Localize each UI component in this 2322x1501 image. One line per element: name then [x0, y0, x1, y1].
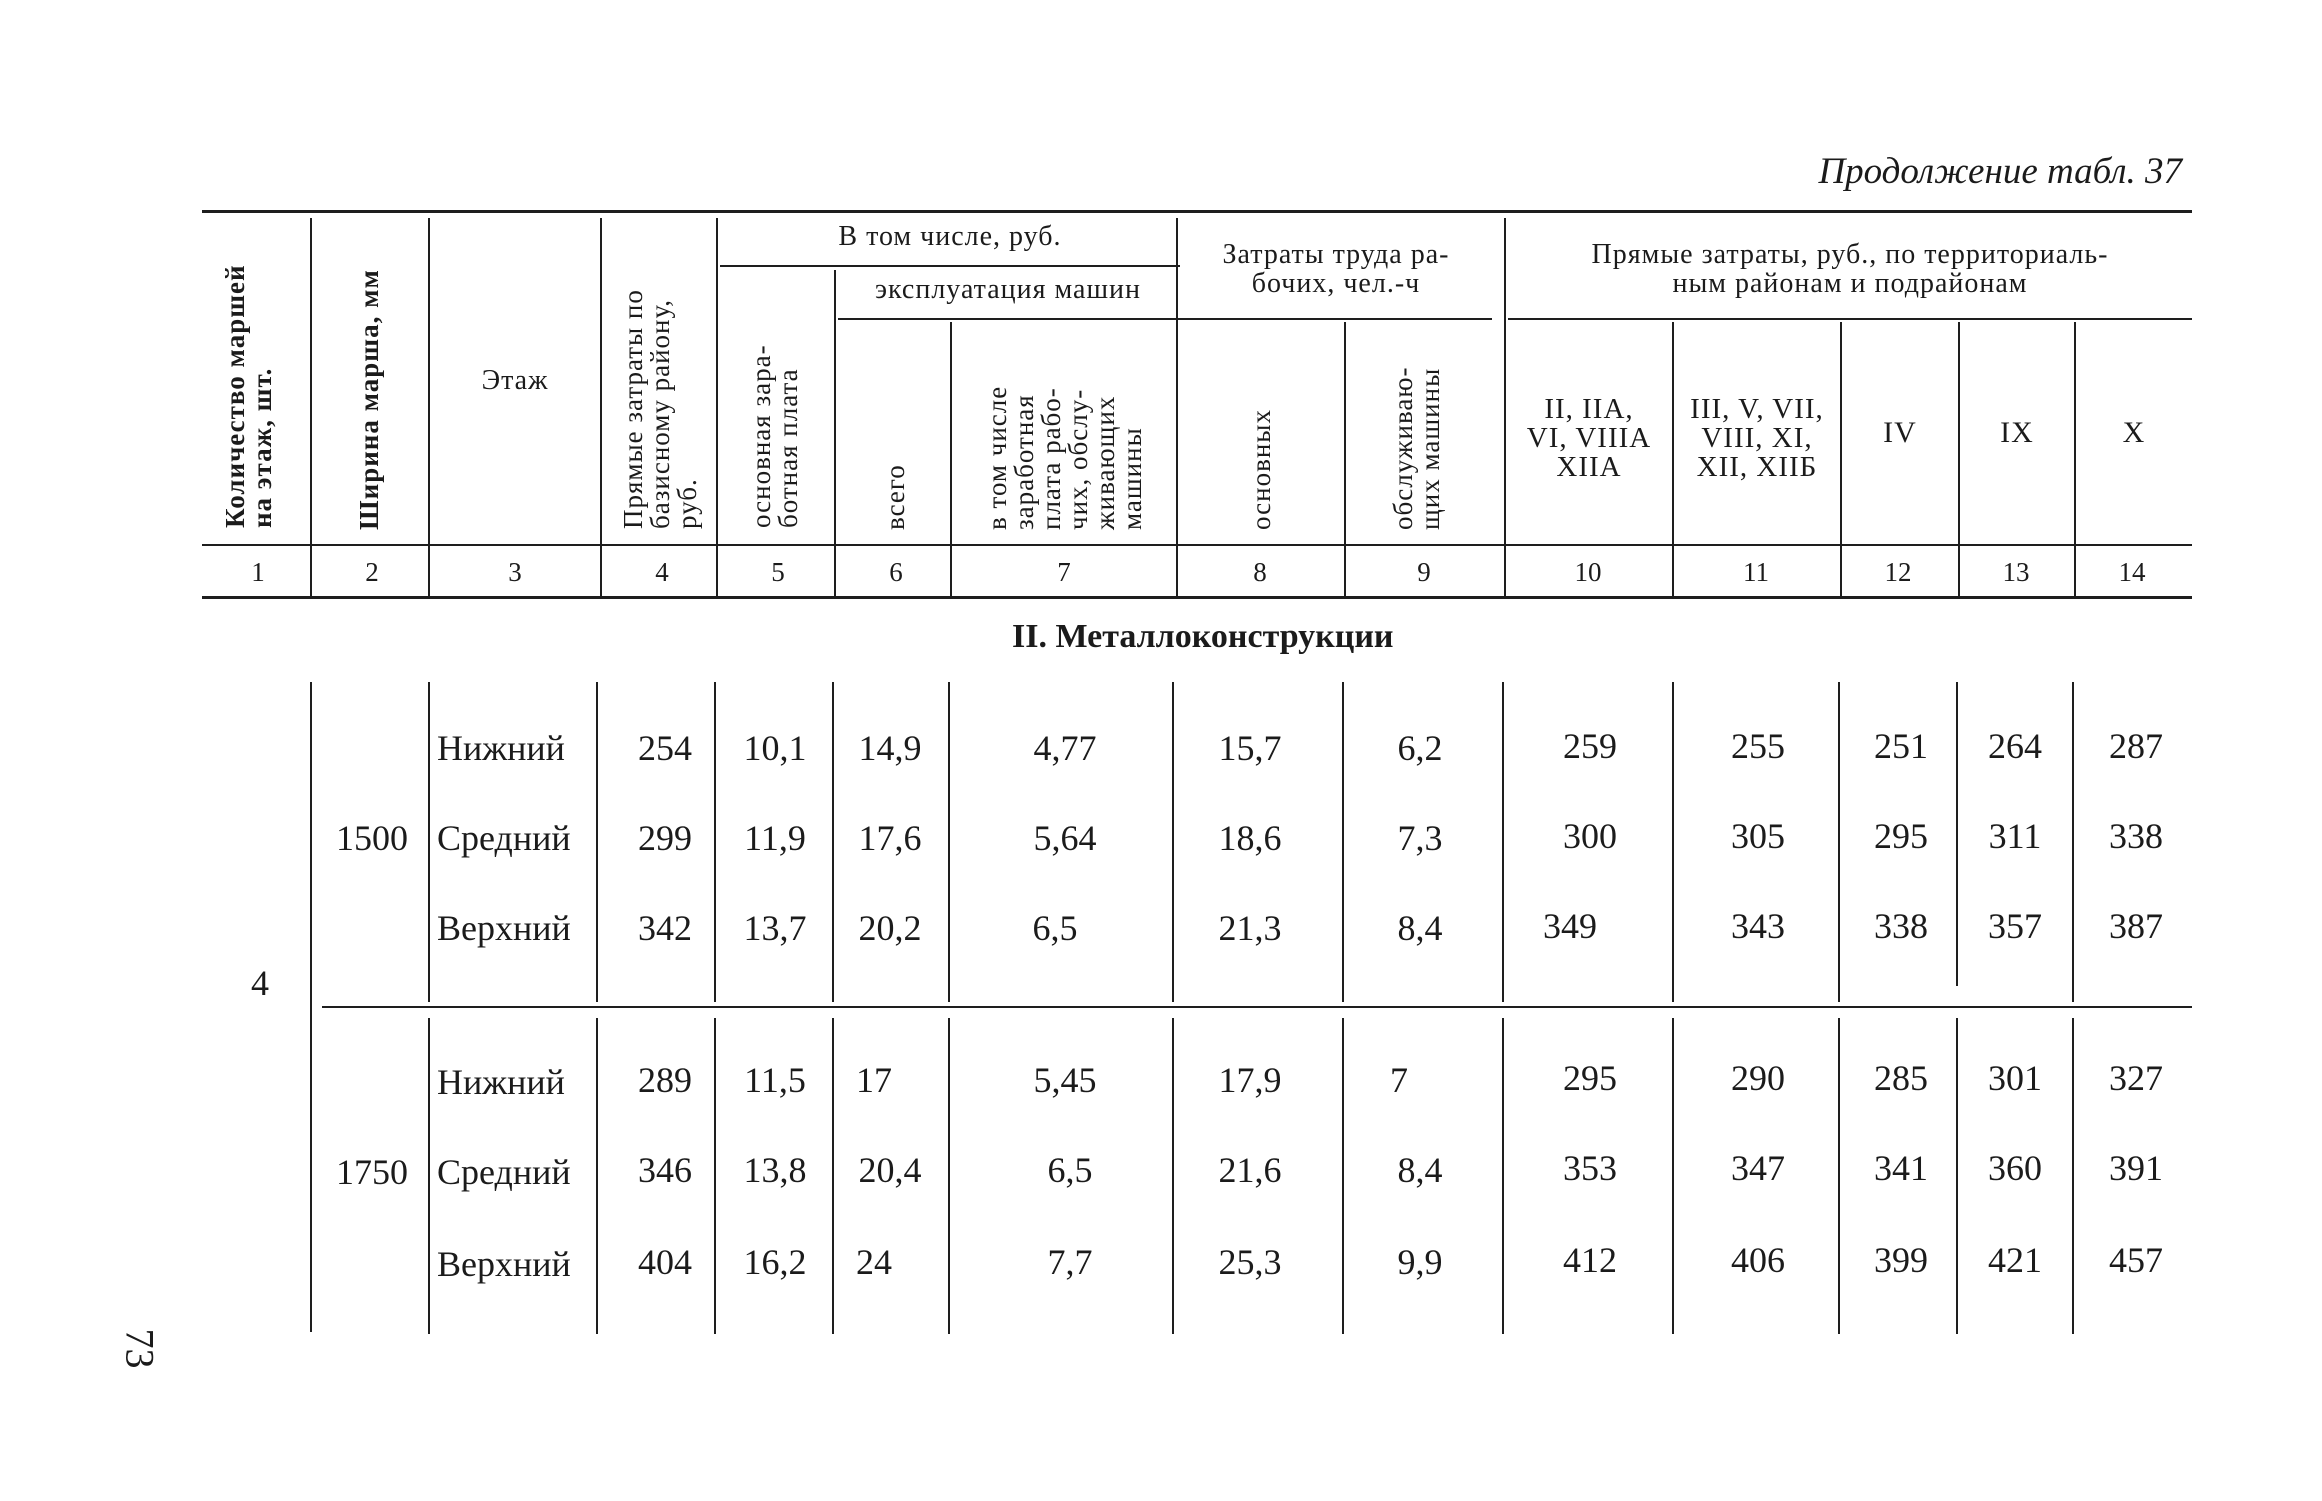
value-cell: 5,45	[1033, 1060, 1097, 1100]
value-cell: 299	[638, 818, 692, 858]
value-cell: 14,9	[858, 728, 922, 768]
header-vline	[310, 218, 312, 598]
value-cell: 259	[1563, 726, 1617, 766]
value-cell: 346	[638, 1150, 692, 1190]
value-cell: 338	[2109, 816, 2163, 856]
value-cell: 25,3	[1218, 1242, 1282, 1282]
value-cell: 20,2	[858, 908, 922, 948]
body-vline	[310, 682, 312, 1332]
value-cell: 360	[1988, 1148, 2042, 1188]
column-number: 14	[2118, 557, 2146, 587]
value-cell: 18,6	[1218, 818, 1282, 858]
value-cell: 7	[1390, 1060, 1408, 1100]
value-cell: 13,8	[743, 1150, 807, 1190]
value-cell: 17,9	[1218, 1060, 1282, 1100]
section-title: II. Металлоконструкции	[1012, 618, 1394, 655]
header-marches-count: Количество маршей на этаж, шт.	[220, 264, 277, 528]
header-vline	[950, 322, 952, 598]
column-number: 12	[1884, 557, 1912, 587]
body-vline	[1502, 682, 1504, 1002]
exploit-group-rule	[720, 265, 1180, 267]
exploit-sub-rule	[838, 318, 1180, 320]
value-cell: 300	[1563, 816, 1617, 856]
header-exploit-wage: в том числе заработная плата рабо- чих, обслу- живающих машины	[982, 385, 1147, 530]
column-number: 3	[508, 557, 522, 587]
value-cell: 342	[638, 908, 692, 948]
value-cell: 264	[1988, 726, 2042, 766]
header-region-12: IV	[1883, 416, 1917, 449]
value-cell: 338	[1874, 906, 1928, 946]
value-cell: 9,9	[1397, 1242, 1443, 1282]
value-cell: 457	[2109, 1240, 2163, 1280]
body-vline	[596, 682, 598, 1002]
body-vline	[2072, 682, 2074, 1002]
header-labor-main: основных	[1246, 409, 1276, 530]
value-cell: 7,3	[1397, 818, 1443, 858]
header-vline	[716, 218, 718, 598]
value-cell: 349	[1543, 906, 1597, 946]
body-vline	[1172, 1018, 1174, 1334]
regions-group-rule	[1508, 318, 2192, 320]
value-cell: 11,5	[744, 1060, 806, 1100]
column-number: 13	[2002, 557, 2030, 587]
value-cell: 254	[638, 728, 692, 768]
value-cell: 387	[2109, 906, 2163, 946]
value-cell: 391	[2109, 1148, 2163, 1188]
header-region-14: X	[2122, 416, 2146, 449]
body-vline	[428, 1018, 430, 1334]
body-vline	[714, 682, 716, 1002]
column-number: 9	[1417, 557, 1431, 587]
column-number: 10	[1574, 557, 1602, 587]
column-numbers-rule	[202, 596, 2192, 599]
body-vline	[1342, 682, 1344, 1002]
column-number: 6	[889, 557, 903, 587]
body-vline	[714, 1018, 716, 1334]
value-cell: 295	[1563, 1058, 1617, 1098]
value-cell: 399	[1874, 1240, 1928, 1280]
value-cell: 285	[1874, 1058, 1928, 1098]
value-cell: 295	[1874, 816, 1928, 856]
value-cell: 4,77	[1033, 728, 1097, 768]
value-cell: 289	[638, 1060, 692, 1100]
column-number: 4	[655, 557, 669, 587]
value-cell: 13,7	[743, 908, 807, 948]
page-number: 73	[117, 1328, 163, 1369]
column-number: 5	[771, 557, 785, 587]
floor-cell: Нижний	[437, 1062, 565, 1102]
value-cell: 421	[1988, 1240, 2042, 1280]
value-cell: 24	[856, 1242, 892, 1282]
value-cell: 10,1	[743, 728, 807, 768]
value-cell: 255	[1731, 726, 1785, 766]
header-region-13: IX	[2000, 416, 2034, 449]
value-cell: 406	[1731, 1240, 1785, 1280]
body-vline	[1956, 1018, 1958, 1334]
header-group-including: В том числе, руб.	[838, 221, 1062, 252]
value-cell: 301	[1988, 1058, 2042, 1098]
header-vline	[1958, 322, 1960, 598]
labor-group-rule	[1180, 318, 1492, 320]
column-number: 11	[1743, 557, 1769, 587]
header-base-wage: основная зара- ботная плата	[746, 344, 803, 528]
value-cell: 305	[1731, 816, 1785, 856]
value-cell: 20,4	[858, 1150, 922, 1190]
floor-cell: Нижний	[437, 728, 565, 768]
value-cell: 353	[1563, 1148, 1617, 1188]
value-cell: 6,2	[1397, 728, 1443, 768]
header-bottom-rule	[202, 544, 2192, 546]
body-vline	[948, 682, 950, 1002]
header-vline	[600, 218, 602, 598]
header-march-width: Ширина марша, мм	[354, 269, 384, 530]
header-direct-costs-base: Прямые затраты по базисному району, руб.	[618, 289, 702, 529]
body-vline	[2072, 1018, 2074, 1334]
value-cell: 343	[1731, 906, 1785, 946]
header-group-exploitation: эксплуатация машин	[875, 274, 1141, 305]
value-cell: 17,6	[858, 818, 922, 858]
header-labor-machine: обслуживаю- щих машины	[1388, 366, 1445, 530]
value-cell: 7,7	[1047, 1242, 1093, 1282]
value-cell: 290	[1731, 1058, 1785, 1098]
value-cell: 327	[2109, 1058, 2163, 1098]
body-vline	[1672, 1018, 1674, 1334]
march-width-cell: 1750	[336, 1152, 408, 1192]
header-region-11: III, V, VII, VIII, XI, XII, XIIБ	[1690, 393, 1824, 483]
column-number: 1	[251, 557, 265, 587]
value-cell: 17	[856, 1060, 892, 1100]
value-cell: 5,64	[1033, 818, 1097, 858]
value-cell: 287	[2109, 726, 2163, 766]
value-cell: 11,9	[744, 818, 806, 858]
header-region-10: II, IIA, VI, VIIIA XIIA	[1526, 393, 1652, 483]
body-vline	[832, 1018, 834, 1334]
header-group-labor: Затраты труда ра- бочих, чел.-ч	[1222, 239, 1450, 299]
body-vline	[1172, 682, 1174, 1002]
value-cell: 404	[638, 1242, 692, 1282]
body-vline	[1342, 1018, 1344, 1334]
value-cell: 412	[1563, 1240, 1617, 1280]
body-vline	[832, 682, 834, 1002]
column-number: 8	[1253, 557, 1267, 587]
body-vline	[428, 682, 430, 1002]
value-cell: 251	[1874, 726, 1928, 766]
floor-cell: Средний	[437, 1152, 571, 1192]
value-cell: 6,5	[1047, 1150, 1093, 1190]
floor-cell: Верхний	[437, 908, 571, 948]
body-vline	[1838, 1018, 1840, 1334]
value-cell: 8,4	[1397, 1150, 1443, 1190]
body-vline	[596, 1018, 598, 1334]
header-vline	[428, 218, 430, 598]
value-cell: 6,5	[1032, 908, 1078, 948]
marches-count-cell: 4	[251, 963, 269, 1003]
header-vline	[1840, 322, 1842, 598]
value-cell: 341	[1874, 1148, 1928, 1188]
body-vline	[1956, 682, 1958, 986]
floor-cell: Средний	[437, 818, 571, 858]
header-floor: Этаж	[481, 365, 549, 396]
column-number: 7	[1057, 557, 1071, 587]
value-cell: 357	[1988, 906, 2042, 946]
header-vline	[2074, 322, 2076, 598]
value-cell: 21,6	[1218, 1150, 1282, 1190]
group-separator-rule	[322, 1006, 2192, 1008]
column-number: 2	[365, 557, 379, 587]
march-width-cell: 1500	[336, 818, 408, 858]
floor-cell: Верхний	[437, 1244, 571, 1284]
value-cell: 8,4	[1397, 908, 1443, 948]
value-cell: 16,2	[743, 1242, 807, 1282]
header-group-regions: Прямые затраты, руб., по территориаль- ным районам и подрайонам	[1591, 239, 2109, 299]
value-cell: 311	[1988, 816, 2042, 856]
table-caption: Продолжение табл. 37	[1818, 151, 2182, 192]
header-vline	[834, 270, 836, 598]
value-cell: 21,3	[1218, 908, 1282, 948]
header-vline	[1344, 322, 1346, 598]
body-vline	[1502, 1018, 1504, 1334]
value-cell: 15,7	[1218, 728, 1282, 768]
body-vline	[1672, 682, 1674, 1002]
body-vline	[1838, 682, 1840, 1002]
table-top-rule	[202, 210, 2192, 213]
header-exploit-total: всего	[880, 464, 910, 530]
body-vline	[948, 1018, 950, 1334]
value-cell: 347	[1731, 1148, 1785, 1188]
